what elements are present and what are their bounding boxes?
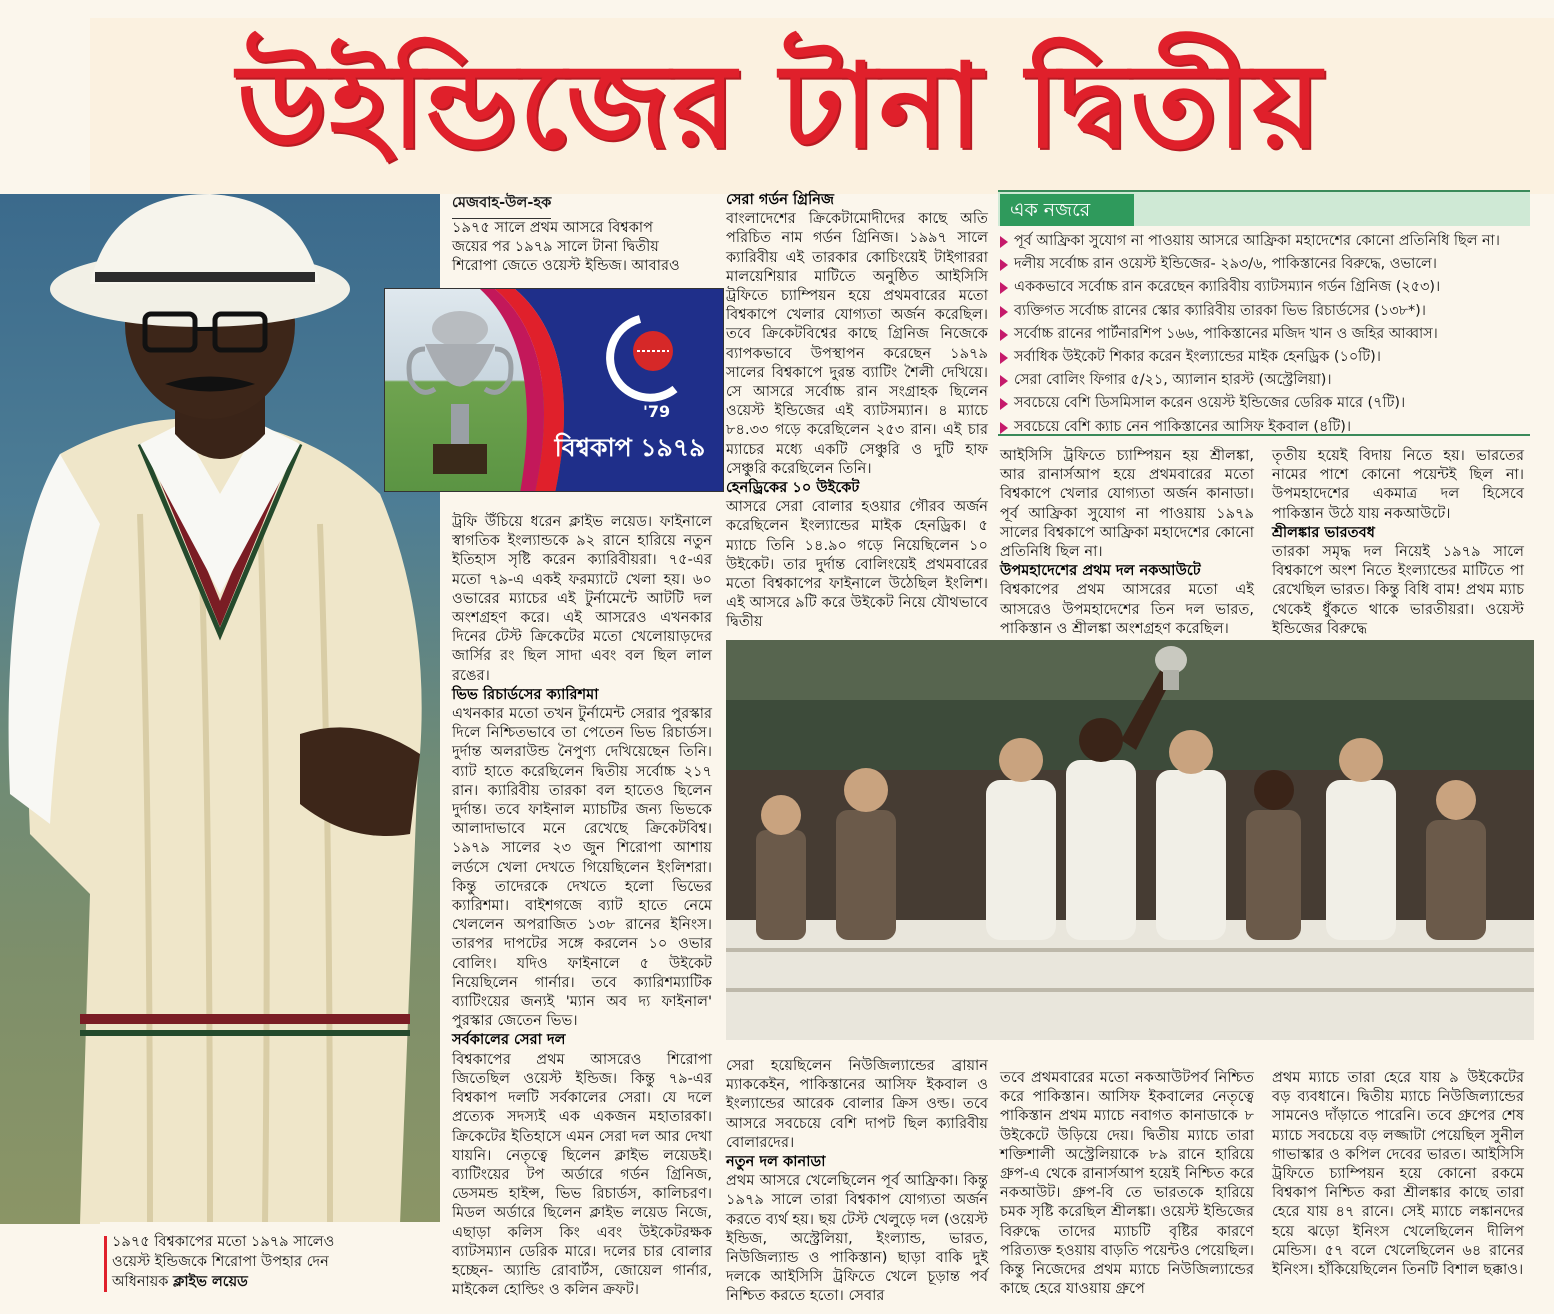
triangle-bullet-icon: [1000, 375, 1008, 387]
glance-item-text: এককভাবে সর্বোচ্চ রান করেছেন ক্যারিবীয় ব্যাটসম্যান গর্ডন গ্রিনিজ (২৫৩)।: [1014, 279, 1441, 296]
glance-item-text: দলীয় সর্বোচ্চ রান ওয়েস্ট ইন্ডিজের- ২৯৩/৬, পাকিস্তানের বিরুদ্ধে, ওভালে।: [1014, 256, 1437, 273]
caption-line-2: ওয়েস্ট ইন্ডিজকে শিরোপা উপহার দেন: [112, 1254, 329, 1270]
triangle-bullet-icon: [1000, 422, 1008, 434]
glance-item-text: ব্যক্তিগত সর্বোচ্চ রানের স্কোর ক্যারিবীয় তারকা ভিভ রিচার্ডসের (১৩৮*)।: [1014, 302, 1426, 319]
intro-line-1: ১৯৭৫ সালে প্রথম আসরে বিশ্বকাপ: [452, 219, 654, 236]
triangle-bullet-icon: [1000, 398, 1008, 410]
paragraph: সেরা হয়েছিলেন নিউজিল্যান্ডের ব্রায়ান ম্যাককেইন, পাকিস্তানের আসিফ ইকবাল ও ইংল্যান্ডের আরেক বোলার ক্রিস ওল্ড। তবে আসরে সবচেয়ে বেশি দাপট ছিল ক্যারিবীয় বোলারদের।: [726, 1057, 988, 1151]
captain-photo: [0, 194, 440, 1224]
column-2-bottom: [726, 1056, 988, 1306]
column-3-top: [1000, 446, 1254, 638]
glance-item: [998, 416, 1530, 439]
glance-item: [998, 230, 1530, 253]
subheading: সর্বকালের সেরা দল: [452, 1031, 566, 1049]
column-3-bottom: [1000, 1068, 1254, 1298]
paragraph: আসরে সেরা বোলার হওয়ার গৌরব অর্জন করেছিলেন ইংল্যান্ডের মাইক হেনড্রিক। ৫ ম্যাচে তিনি ১৪.৯০ গড়ে নিয়েছিলেন ১০ উইকেট। তার দুর্দান্ত বোলিংয়েই প্রথমবারের মতো বিশ্বকাপের ফাইনালে উঠেছিল ইংলিশ। এই আসরে ৯টি করে উইকেট নিয়ে যৌথভাবে দ্বিতীয়: [726, 498, 988, 631]
glance-title: এক নজরে: [1000, 194, 1134, 226]
triangle-bullet-icon: [1000, 329, 1008, 341]
paragraph: তৃতীয় হয়েই বিদায় নিতে হয়। ভারতের নামের পাশে কোনো পয়েন্টই ছিল না। উপমহাদেশের একমাত্র দল হিসেবে পাকিস্তান উঠে যায় নকআউটে।: [1272, 447, 1524, 522]
paragraph: বাংলাদেশের ক্রিকেটামোদীদের কাছে অতি পরিচিত নাম গর্ডন গ্রিনিজ। ১৯৯৭ সালে ক্যারিবীয় এই তারকার কোচিংয়েই টাইগাররা মালয়েশিয়ার মাটিতে অনুষ্ঠিত আইসিসি ট্রফিতে চ্যাম্পিয়ন হয়ে প্রথমবারের মতো বিশ্বকাপে খেলার যোগ্যতা অর্জন করেছিল। তবে ক্রিকেটবিশ্বের কাছে গ্রিনিজ নিজেকে ব্যাপকভাবে উপস্থাপন করেছেন ১৯৭৯ সালের বিশ্বকাপে দুরন্ত ব্যাটিং শৈলী দেখিয়ে। সে আসরে সর্বোচ্চ রান সংগ্রাহক ছিলেন ওয়েস্ট ইন্ডিজের এই ব্যাটসম্যান। ৪ ম্যাচে ৮৪.৩৩ গড়ে করেছিলেন ২৫৩ রান। এই চার ম্যাচের মধ্যে একটি সেঞ্চুরি ও দুটি হাফ সেঞ্চুরি করেছিলেন তিনি।: [726, 210, 988, 477]
glance-item: [998, 369, 1530, 392]
glance-item-text: সবচেয়ে বেশি ক্যাচ নেন পাকিস্তানের আসিফ ইকবাল (৪টি)।: [1014, 418, 1352, 435]
glance-item: [998, 323, 1530, 346]
subheading: হেনড্রিকের ১০ উইকেট: [726, 479, 860, 497]
subheading: উপমহাদেশের প্রথম দল নকআউটে: [1000, 562, 1201, 580]
paragraph: বিশ্বকাপের প্রথম আসরেও শিরোপা জিতেছিল ওয়েস্ট ইন্ডিজ। কিন্তু ৭৯-এর বিশ্বকাপ দলটি সর্বকালের সেরা। যে দলে প্রত্যেক সদস্যই এক একজন মহাতারকা। ক্রিকেটের ইতিহাসে এমন সেরা দল আর দেখা যায়নি। নেতৃত্বে ছিলেন ক্লাইভ লয়েডই। ব্যাটিংয়ের টপ অর্ডারে গর্ডন গ্রিনিজ, ডেসমন্ড হাইন্স, ভিভ রিচার্ডস, কালিচরণ। মিডল অর্ডারে ছিলেন ক্লাইভ লয়েড নিজে, এছাড়া কলিস কিং এবং উইকেটরক্ষক ব্যাটসম্যান ডেরিক মারে। দলের চার বোলার হচ্ছেন- অ্যান্ডি রোবার্টস, জোয়েল গার্নার, মাইকেল হোল্ডিং ও কলিন ক্রফট।: [452, 1050, 712, 1299]
glance-item-text: সর্বাধিক উইকেট শিকার করেন ইংল্যান্ডের মাইক হেনড্রিক (১০টি)।: [1014, 349, 1381, 366]
caption-name: ক্লাইভ লয়েড: [173, 1274, 248, 1290]
world-cup-graphic: [384, 288, 724, 492]
caption-line-3: [112, 1272, 437, 1292]
glance-item-text: পূর্ব আফ্রিকা সুযোগ না পাওয়ায় আসরে আফ্রিকা মহাদেশের কোনো প্রতিনিধি ছিল না।: [1014, 233, 1500, 249]
subheading: নতুন দল কানাডা: [726, 1153, 826, 1171]
glance-item-text: সেরা বোলিং ফিগার ৫/২১, অ্যালান হারস্ট (অস্ট্রেলিয়া)।: [1014, 372, 1332, 389]
intro-line-3: শিরোপা জেতে ওয়েস্ট ইন্ডিজ। আবারও: [452, 257, 680, 275]
column-4-top: [1272, 446, 1524, 638]
glance-item-text: সর্বোচ্চ রানের পার্টনারশিপ ১৬৬, পাকিস্তানের মজিদ খান ও জহির আব্বাস।: [1014, 325, 1438, 342]
headline: উইন্ডিজের টানা দ্বিতীয়: [237, 39, 1323, 174]
paragraph: বিশ্বকাপের প্রথম আসরের মতো এই আসরেও উপমহাদেশের তিন দল ভারত, পাকিস্তান ও শ্রীলঙ্কা অংশগ্রহণ করেছিল।: [1000, 581, 1254, 637]
triangle-bullet-icon: [1000, 282, 1008, 294]
paragraph: এখনকার মতো তখন টুর্নামেন্ট সেরার পুরস্কার দিলে নিশ্চিতভাবে তা পেতেন ভিভ রিচার্ডস। দুর্দান্ত অলরাউন্ড নৈপুণ্য দেখিয়েছেন তিনি। ব্যাট হাতে করেছিলেন দ্বিতীয় সর্বোচ্চ ২১৭ রান। ক্যারিবীয় তারকা বল হাতেও ছিলেন দুর্দান্ত। তবে ফাইনাল ম্যাচটির জন্য ভিভকে আলাদাভাবে মনে রেখেছে ক্রিকেটবিশ্ব। ১৯৭৯ সালের ২৩ জুন শিরোপা আশায় লর্ডসে খেলা দেখতে গিয়েছিলেন ইংলিশরা। কিন্তু তাদেরকে দেখতে হলো ভিভের ক্যারিশমা। বাইশগজে ব্যাট হাতে নেমে খেললেন অপরাজিত ১৩৮ রানের ইনিংস। তারপর দাপটের সঙ্গে করলেন ১০ ওভার বোলিং। যদিও ফাইনালে ৫ উইকেট নিয়েছিলেন গার্নার। তবে ক্যারিশম্যাটিক ব্যাটিংয়ের জন্যই 'ম্যান অব দ্য ফাইনাল' পুরস্কার জেতেন ভিভ।: [452, 705, 712, 1030]
column-2-top: [726, 190, 988, 632]
column-1-intro: [452, 218, 702, 276]
intro-line-2: জয়ের পর ১৯৭৯ সালে টানা দ্বিতীয়: [452, 238, 659, 256]
glance-item: [998, 392, 1530, 415]
glance-list: [998, 230, 1530, 439]
column-1-body: [452, 512, 712, 1299]
logo-year: '79: [643, 402, 671, 421]
paragraph: প্রথম ম্যাচে তারা হেরে যায় ৯ উইকেটের বড় ব্যবধানে। দ্বিতীয় ম্যাচে নিউজিল্যান্ডের সামনেও দাঁড়াতে পারেনি। তবে গ্রুপের শেষ ম্যাচে সবচেয়ে বড় লজ্জাটা পেয়েছিল সুনীল গাভাস্কার ও কপিল দেবের ভারত। আইসিসি ট্রফিতে চ্যাম্পিয়ন হয়ে কোনো রকমে বিশ্বকাপ নিশ্চিত করা শ্রীলঙ্কার কাছে তারা হেরে যায় ৪৭ রানে। সেই ম্যাচে লঙ্কানদের হয়ে ঝড়ো ইনিংস খেলেছিলেন দীলিপ মেন্ডিস। ৫৭ বলে খেলেছিলেন ৬৪ রানের ইনিংস। হাঁকিয়েছিলেন তিনটি বিশাল ছক্কাও।: [1272, 1069, 1524, 1279]
triangle-bullet-icon: [1000, 306, 1008, 318]
paragraph: তারকা সমৃদ্ধ দল নিয়েই ১৯৭৯ সালে বিশ্বকাপে অংশ নিতে ইংল্যান্ডের মাটিতে পা রেখেছিল ভারত। কিন্তু বিধি বাম! প্রথম ম্যাচ থেকেই ধুঁকতে থাকে ভারতীয়রা। ওয়েস্ট ইন্ডিজের বিরুদ্ধে: [1272, 543, 1524, 637]
at-a-glance-box: [998, 190, 1530, 436]
glance-item: [998, 300, 1530, 323]
celebration-photo-art: [726, 640, 1534, 1040]
column-4-bottom: [1272, 1068, 1524, 1279]
triangle-bullet-icon: [1000, 259, 1008, 271]
glance-item: [998, 346, 1530, 369]
captain-photo-art: [0, 194, 440, 1224]
paragraph: তবে প্রথমবারের মতো নকআউটপর্ব নিশ্চিত করে পাকিস্তান। আসিফ ইকবালের নেতৃত্বে পাকিস্তান প্রথম ম্যাচে নবাগত কানাডাকে ৮ উইকেটে উড়িয়ে দেয়। দ্বিতীয় ম্যাচে তারা শক্তিশালী অস্ট্রেলিয়াকে ৮৯ রানে হারিয়ে গ্রুপ-এ থেকে রানার্সআপ হয়েই নিশ্চিত করে নকআউট। গ্রুপ-বি তে ভারতকে হারিয়ে চমক সৃষ্টি করেছিল শ্রীলঙ্কা। ওয়েস্ট ইন্ডিজের বিরুদ্ধে তাদের ম্যাচটি বৃষ্টির কারণে পরিত্যক্ত হওয়ায় বাড়তি পয়েন্টও পেয়েছিল। কিন্তু নিজেদের প্রথম ম্যাচে নিউজিল্যান্ডের কাছে হেরে যাওয়ায় গ্রুপে: [1000, 1069, 1254, 1298]
caption-prefix: অধিনায়ক: [112, 1274, 173, 1290]
caption-accent-bar: [104, 1236, 107, 1292]
paragraph: ট্রফি উঁচিয়ে ধরেন ক্লাইভ লয়েড। ফাইনালে স্বাগতিক ইংল্যান্ডকে ৯২ রানে হারিয়ে নতুন ইতিহাস সৃষ্টি করেন ক্যারিবীয়রা। ৭৫-এর মতো ৭৯-এ একই ফরম্যাটে খেলা হয়। ৬০ ওভারের ম্যাচের এই টুর্নামেন্টে আটটি দল অংশগ্রহণ করে। এই আসরেও এখনকার দিনের টেস্ট ক্রিকেটের মতো খেলোয়াড়দের জার্সির রং ছিল সাদা এবং বল ছিল লাল রঙের।: [452, 513, 712, 684]
glance-title-bar: [998, 190, 1530, 226]
subheading: ভিভ রিচার্ডসের ক্যারিশমা: [452, 685, 599, 703]
triangle-bullet-icon: [1000, 236, 1008, 248]
glance-item-text: সবচেয়ে বেশি ডিসমিসাল করেন ওয়েস্ট ইন্ডিজের ডেরিক মারে (৭টি)।: [1014, 395, 1406, 412]
photo-caption: [112, 1232, 437, 1292]
subheading: সেরা গর্ডন গ্রিনিজ: [726, 191, 835, 208]
subheading: শ্রীলঙ্কার ভারতবধ: [1272, 523, 1375, 541]
triangle-bullet-icon: [1000, 352, 1008, 364]
byline: মেজবাহ-উল-হক: [452, 192, 551, 219]
paragraph: আইসিসি ট্রফিতে চ্যাম্পিয়ন হয় শ্রীলঙ্কা, আর রানার্সআপ হয়ে প্রথমবারের মতো বিশ্বকাপে খেলার যোগ্যতা অর্জন কানাডা। পূর্ব আফ্রিকা সুযোগ না পাওয়ায় ১৯৭৯ সালের বিশ্বকাপে আফ্রিকা মহাদেশের কোনো প্রতিনিধি ছিল না।: [1000, 447, 1254, 561]
caption-line-1: ১৯৭৫ বিশ্বকাপের মতো ১৯৭৯ সালেও: [112, 1234, 335, 1250]
glance-item: [998, 253, 1530, 276]
glance-item: [998, 276, 1530, 299]
celebration-photo: [726, 640, 1534, 1040]
world-cup-label: বিশ্বকাপ ১৯৭৯: [554, 433, 706, 462]
paragraph: প্রথম আসরে খেলেছিলেন পূর্ব আফ্রিকা। কিন্তু ১৯৭৯ সালে তারা বিশ্বকাপ যোগ্যতা অর্জন করতে ব্যর্থ হয়। ছয় টেস্ট খেলুড়ে দল (ওয়েস্ট ইন্ডিজ, অস্ট্রেলিয়া, ইংল্যান্ড, ভারত, নিউজিল্যান্ড ও পাকিস্তান) ছাড়া বাকি দুই দলকে আইসিসি ট্রফিতে খেলে চূড়ান্ত পর্ব নিশ্চিত করতে হতো। সেবার: [726, 1172, 988, 1305]
